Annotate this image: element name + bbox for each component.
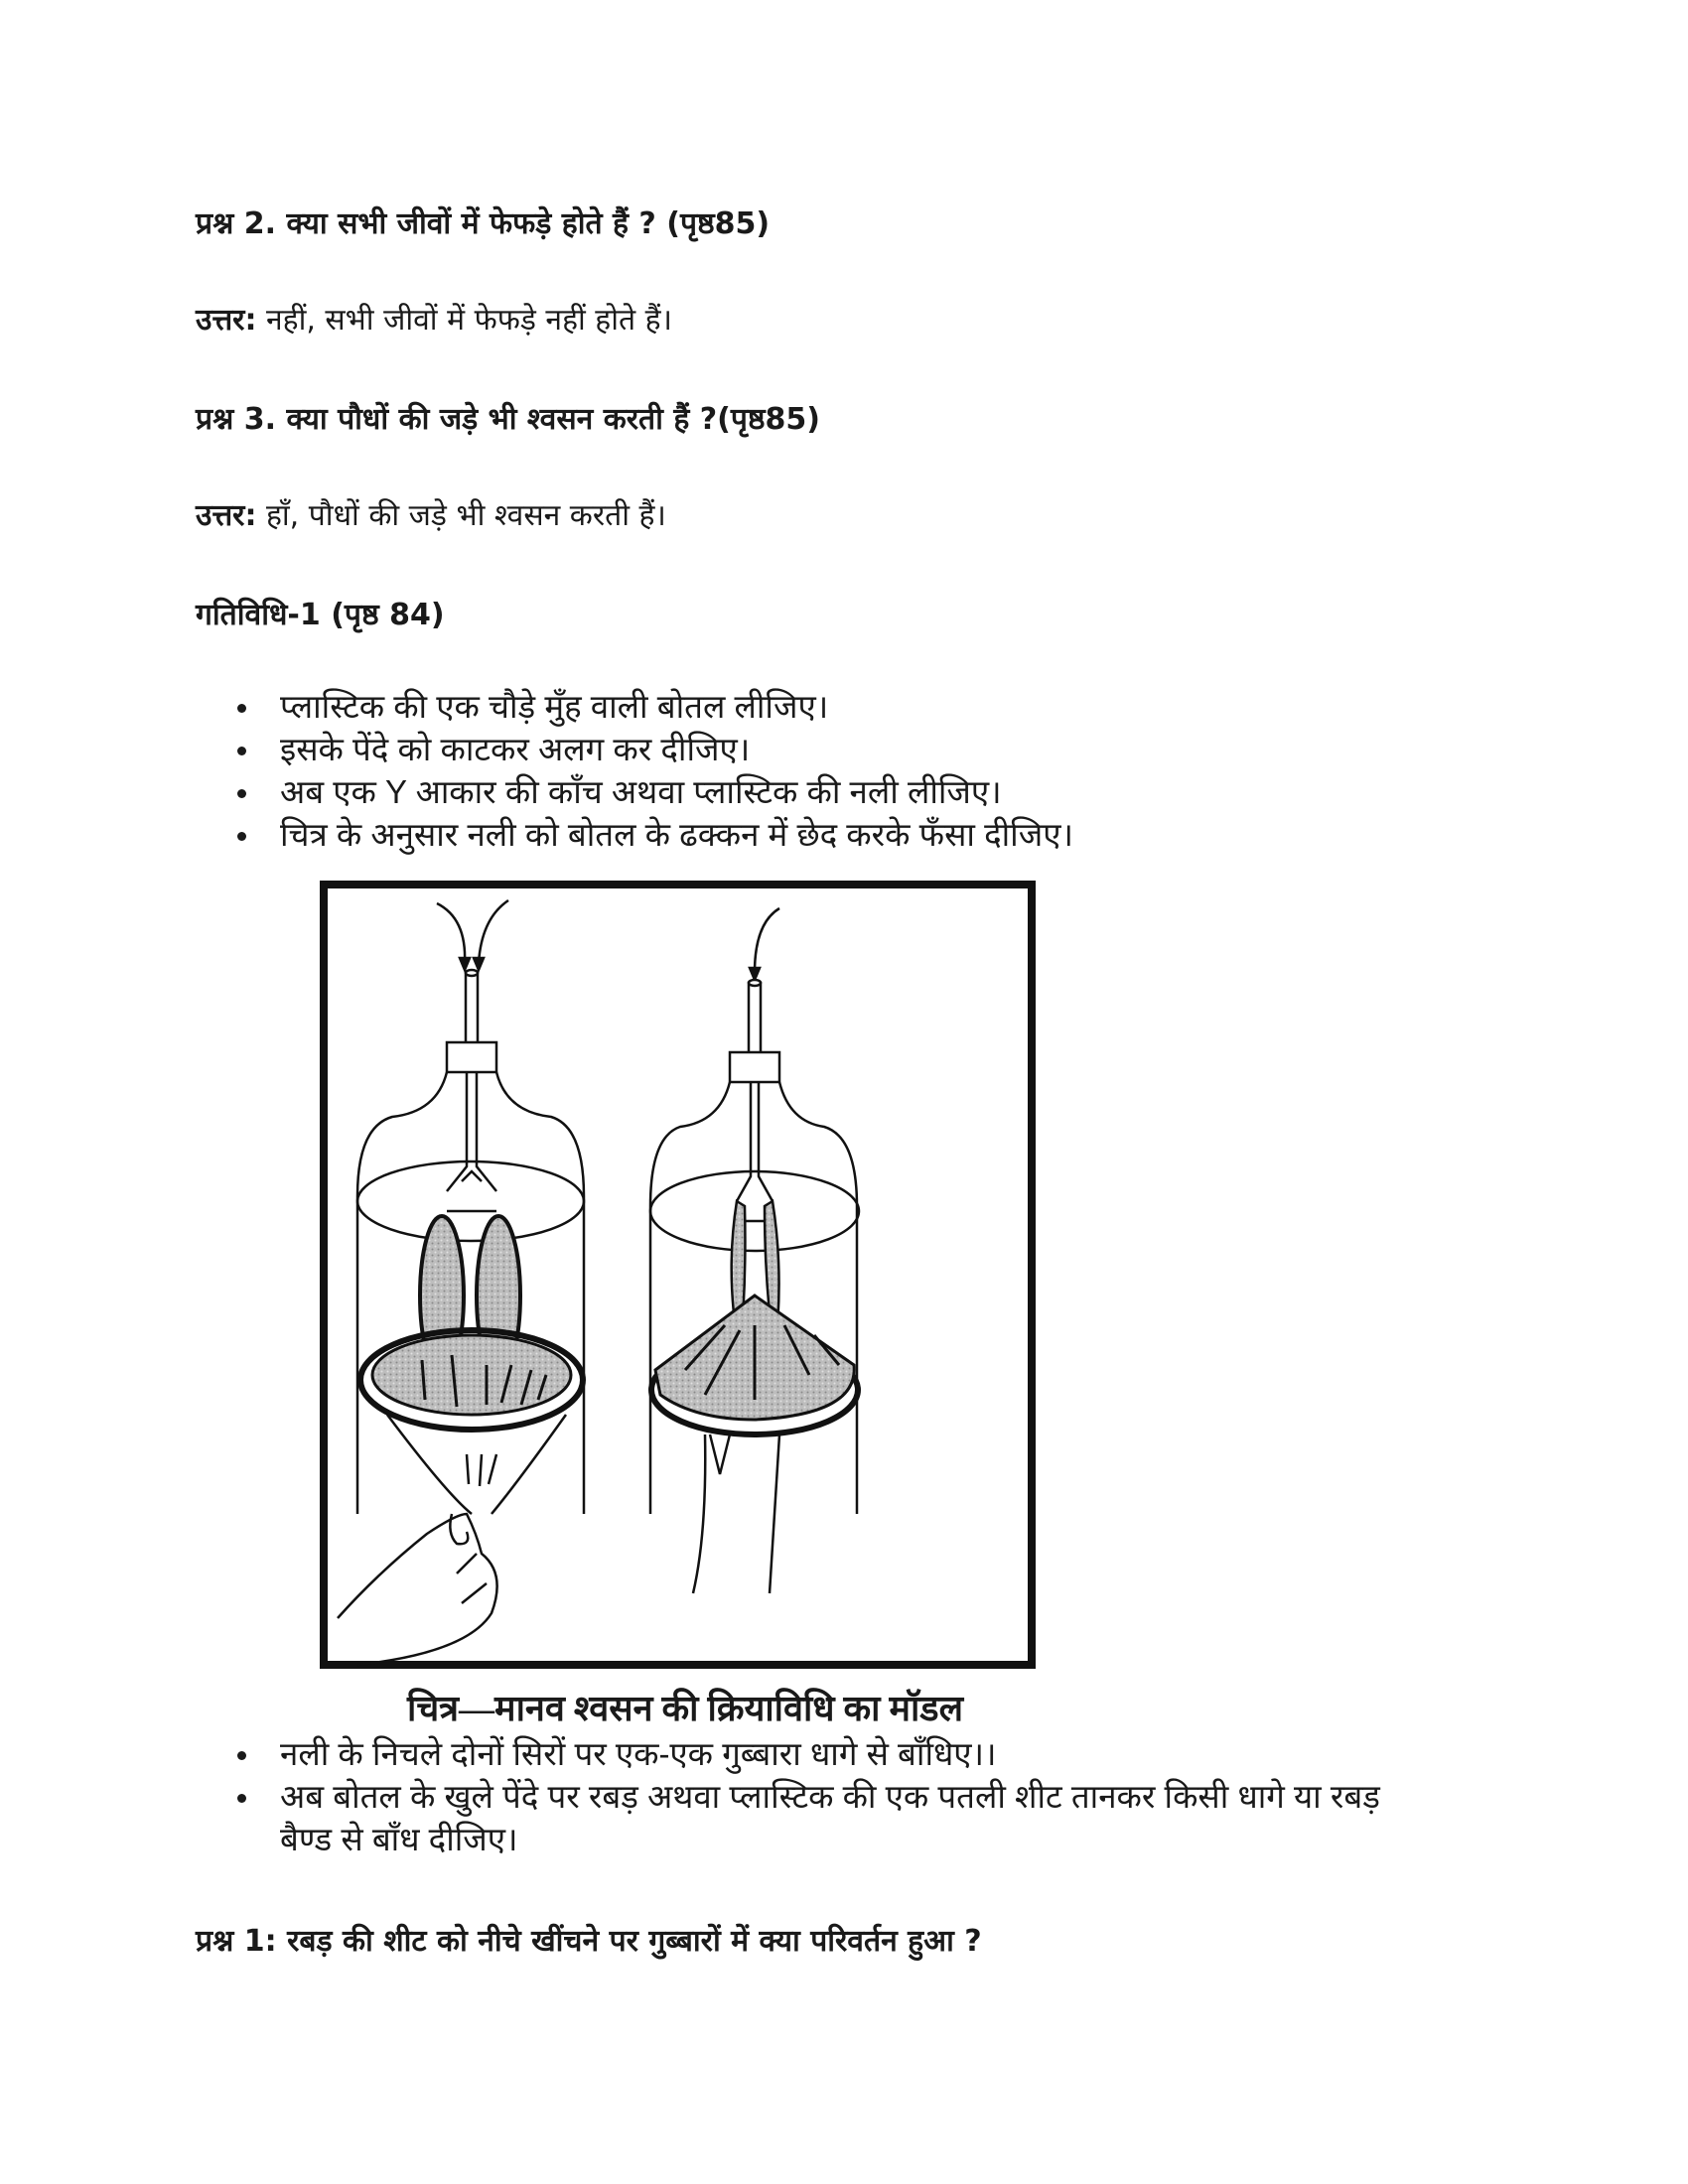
activity-heading: गतिविधि-1 (पृष्ठ 84) — [196, 598, 445, 632]
answer-3 — [196, 493, 666, 534]
question-text: रबड़ की शीट को नीचे खींचने पर गुब्बारों में क्या परिवर्तन हुआ ? — [287, 1924, 982, 1959]
activity-steps-list-continued — [196, 1732, 1380, 1860]
list-item: नली के निचले दोनों सिरों पर एक-एक गुब्बारा धागे से बाँधिए।। — [196, 1732, 1380, 1775]
list-item: प्लास्टिक की एक चौड़े मुँह वाली बोतल लीजिए। — [196, 685, 1073, 728]
question-label: प्रश्न 2. — [196, 206, 276, 241]
question-3 — [196, 397, 820, 438]
question-label: प्रश्न 1: — [196, 1924, 277, 1959]
question-label: प्रश्न 3. — [196, 402, 276, 437]
activity-steps-list — [196, 685, 1073, 856]
question-2 — [196, 202, 770, 242]
list-item: अब बोतल के खुले पेंदे पर रबड़ अथवा प्लास्टिक की एक पतली शीट तानकर किसी धागे या रबड़ — [196, 1775, 1380, 1818]
answer-text: हाँ, पौधों की जड़े भी श्वसन करती हैं। — [265, 498, 666, 533]
list-item-continuation: बैण्ड से बाँध दीजिए। — [280, 1821, 518, 1857]
question-text: क्या सभी जीवों में फेफड़े होते हैं ? (पृष्ठ85) — [286, 206, 771, 241]
answer-text: नहीं, सभी जीवों में फेफड़े नहीं होते हैं। — [265, 303, 672, 338]
answer-label: उत्तर: — [196, 303, 257, 338]
breathing-model-figure — [318, 879, 1038, 1671]
figure-caption: चित्र—मानव श्वसन की क्रियाविधि का मॉडल — [407, 1689, 963, 1728]
question-text: क्या पौधों की जड़े भी श्वसन करती हैं ?(पृष्ठ85) — [286, 402, 820, 437]
question-1 — [196, 1919, 982, 1960]
answer-2 — [196, 298, 672, 339]
answer-label: उत्तर: — [196, 498, 257, 533]
list-item: अब एक Y आकार की काँच अथवा प्लास्टिक की नली लीजिए। — [196, 770, 1073, 813]
list-item: चित्र के अनुसार नली को बोतल के ढक्कन में छेद करके फँसा दीजिए। — [196, 813, 1073, 856]
list-item: इसके पेंदे को काटकर अलग कर दीजिए। — [196, 728, 1073, 770]
